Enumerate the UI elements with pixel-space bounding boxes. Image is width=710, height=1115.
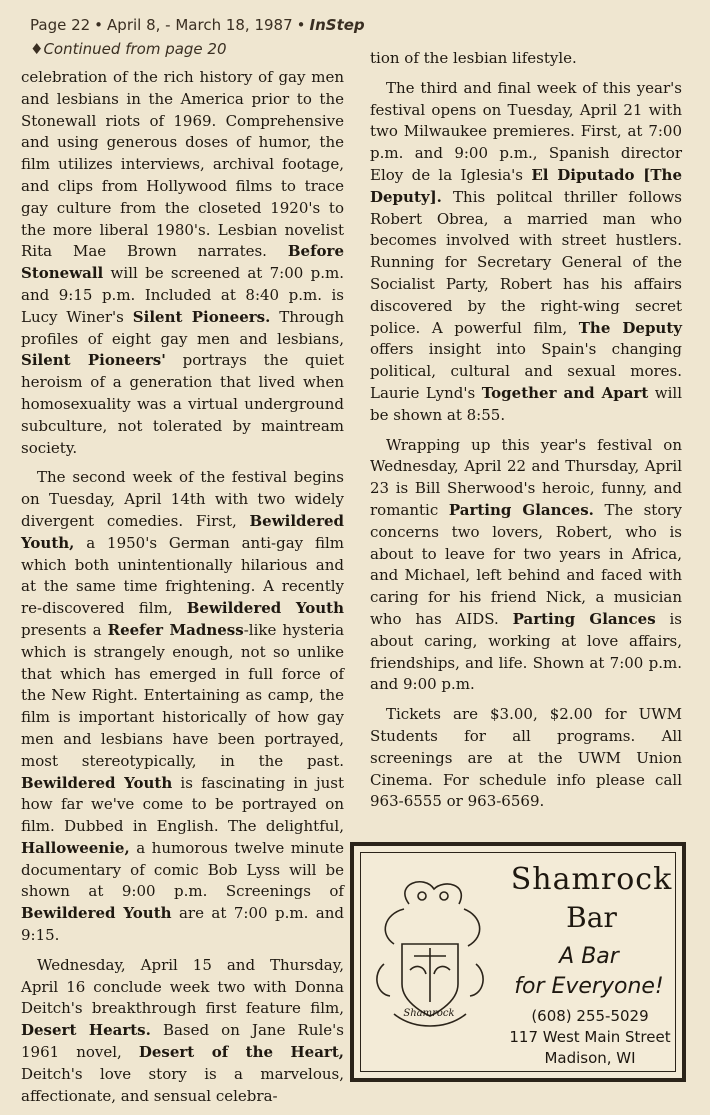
left-column — [21, 67, 344, 1115]
continued-note — [30, 40, 227, 58]
ad-street: 117 West Main Street — [509, 1028, 671, 1046]
tagline-line2: for Everyone! — [514, 974, 664, 999]
page-header: Page 22 • April 8, - March 18, 1987 • InStep — [30, 16, 365, 34]
tagline-line1: A Bar — [559, 944, 619, 969]
page-number: Page 22 — [30, 16, 91, 34]
magazine-name: InStep — [309, 16, 365, 34]
paragraph: Tickets are $3.00, $2.00 for UWM Students for all programs. All screenings are at the UWM Union Cinema. For schedule info please call 963-6555 or 963-6569. — [370, 705, 682, 811]
ad-city: Madison, WI — [544, 1049, 636, 1067]
ad-tagline — [494, 942, 684, 1002]
paragraph: The third and final week of this year's festival opens on Tuesday, April 21 with two Milwaukee premieres. First, at 7:00 p.m. and 9:00 p.m., Spanish director Eloy de la Iglesia's El Diputado [The Deputy]. This politcal thriller follows Robert Obrea, a married man who becomes involved with street hustlers. Running for Secretary General of the Socialist Party, Robert has his affairs discovered by the right-wing secret police. A powerful film, The Deputy offers insight into Spain's changing political, cultural and sexual mores. Laurie Lynd's Together and Apart will be shown at 8:55. — [370, 78, 683, 424]
right-column — [370, 48, 682, 821]
shamrock-bar-advertisement — [350, 842, 686, 1082]
paragraph: The second week of the festival begins on Tuesday, April 14th with two widely divergent comedies. First, Bewildered Youth, a 1950's German anti-gay film which both unintentionally hilarious and at the same time frightening. A recently re-discovered film, Bewildered Youth presents a Reefer Madness-like hysteria which is strangely enough, not so unlike that which has emerged in full force of the New Right. Entertaining as camp, the film is important historically of how gay men and lesbians have been portrayed, most stereotypically, in the past. Bewildered Youth is fascinating in just how far we've come to be portrayed on film. Dubbed in English. The delightful, Halloweenie, a humorous twelve minute documentary of comic Bob Lyss will be shown at 9:00 p.m. Screenings of Bewildered Youth are at 7:00 p.m. and 9:15. — [21, 468, 345, 945]
paragraph: Wrapping up this year's festival on Wednesday, April 22 and Thursday, April 23 is Bill Sherwood's heroic, funny, and romantic Parting Glances. The story concerns two lovers, Robert, who is about to leave for two years in Africa, and Michael, left behind and faced with caring for his friend Nick, a musician who has AIDS. Parting Glances is about caring, working at love affairs, friendships, and life. Shown at 7:00 p.m. and 9:00 p.m. — [370, 435, 683, 694]
continued-text: Continued from page 20 — [43, 40, 227, 58]
ad-name-line1: Shamrock — [510, 862, 673, 897]
ad-contact — [494, 1006, 686, 1069]
ad-phone: (608) 255-5029 — [531, 1007, 649, 1025]
issue-dates: April 8, - March 18, 1987 — [107, 16, 293, 34]
crest-label: Shamrock — [403, 1008, 455, 1019]
paragraph: Wednesday, April 15 and Thursday, April 16 conclude week two with Donna Deitch's breakthrough first feature film, Desert Hearts. Based on Jane Rule's 1961 novel, Desert of the Heart, Deitch's love story is a marvelous, affectionate, and sensual celebra- — [21, 955, 344, 1105]
paragraph: celebration of the rich history of gay men and lesbians in the America prior to the Stonewall riots of 1969. Comprehensive and using generous doses of humor, the film utilizes interviews, archival footage, and clips from Hollywood films to trace gay culture from the closeted 1920's to the more liberal 1980's. Lesbian novelist Rita Mae Brown narrates. Before Stonewall will be screened at 7:00 p.m. and 9:15 p.m. Included at 8:40 p.m. is Lucy Winer's Silent Pioneers. Through profiles of eight gay men and lesbians, Silent Pioneers' portrays the quiet heroism of a generation that lived when homosexuality was a virtual underground subculture, not tolerated by maintream society. — [21, 68, 345, 457]
paragraph: tion of the lesbian lifestyle. — [370, 49, 577, 67]
diamond-bullet-icon: ♦ — [30, 40, 44, 58]
ad-name-line2: Bar — [566, 901, 617, 934]
